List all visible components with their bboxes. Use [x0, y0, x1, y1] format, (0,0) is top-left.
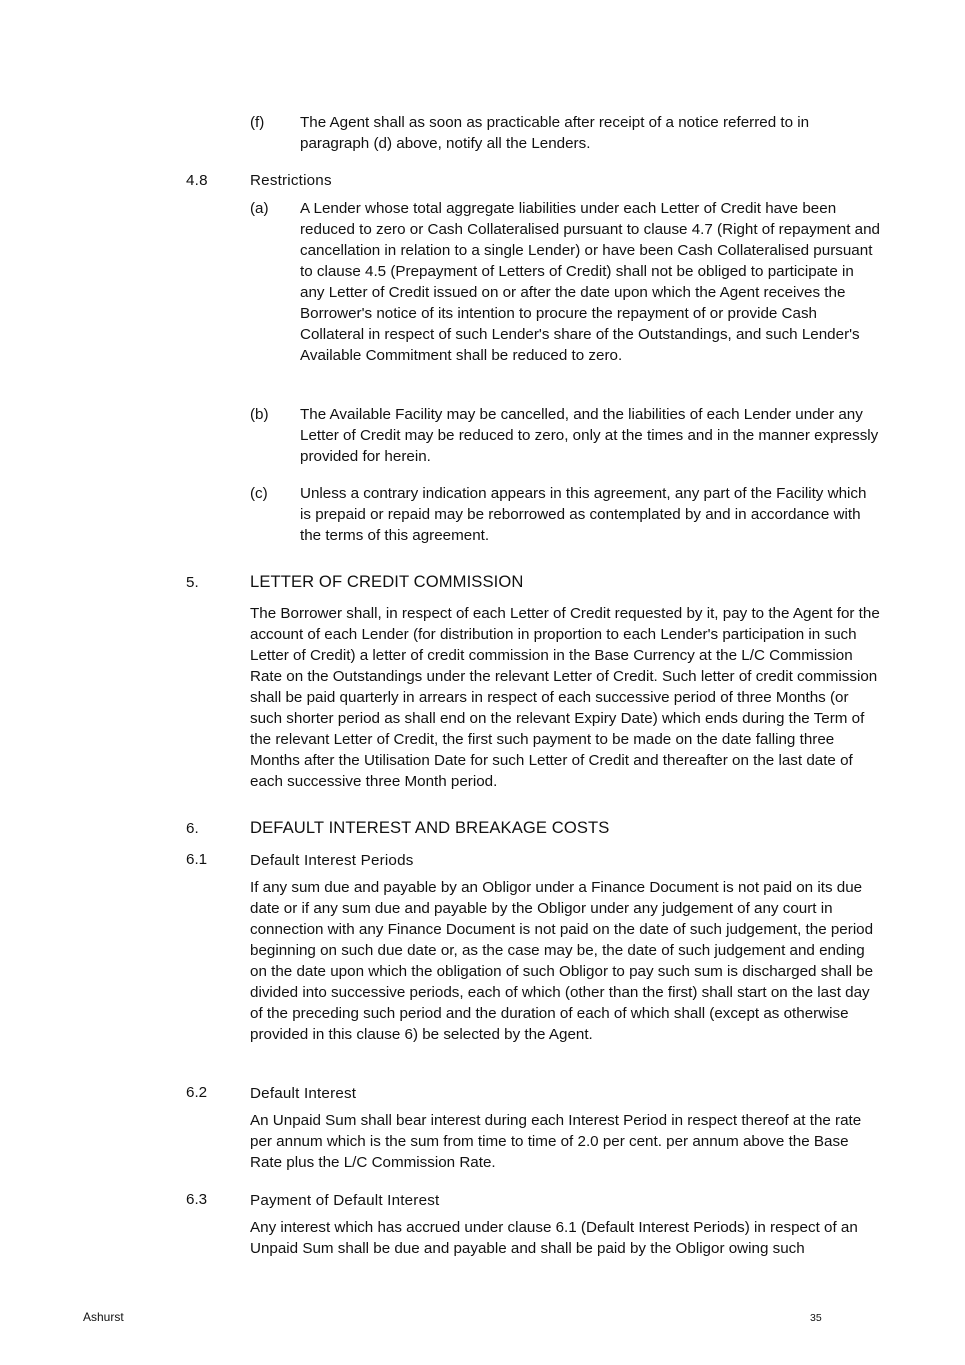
section-5-number: 5.	[186, 574, 199, 591]
para-label-b: (b)	[250, 406, 269, 423]
section-6-number: 6.	[186, 820, 199, 837]
section-5-text: The Borrower shall, in respect of each Letter of Credit requested by it, pay to the Agent for the account of each Lender (for distribution in proportion to each Lender's participation in such Letter of Credit) a letter of credit commission in the Base Currency at the L/C Commission Rate on the Outstandings under the relevant Letter of Credit. Such letter of credit commission shall be paid quarterly in arrears in respect of each successive period of three Months (or such shorter period as shall end on the relevant Expiry Date) which ends during the Term of the relevant Letter of Credit, the first such payment to be made on the date falling three Months after the Utilisation Date for such Letter of Credit and thereafter on the last date of each successive three Month period.	[250, 605, 880, 790]
para-b-text: The Available Facility may be cancelled, and the liabilities of each Lender under any Letter of Credit may be reduced to zero, only at the times and in the manner expressly provided for herein.	[300, 406, 879, 465]
section-4-8-title: Restrictions	[250, 172, 332, 189]
section-6-1-text: If any sum due and payable by an Obligor under a Finance Document is not paid on its due date or if any sum due and payable by the Obligor under any judgement of any court in connection with any Finance Document is not paid on the date of such judgement, the period beginning on such due date or, as the case may be, the date of such judgement and ending on the date upon which the obligation of such Obligor to pay such sum is discharged shall be divided into successive periods, each of which (other than the first) shall start on the last day of the preceding such period and the duration of each of which shall (except as otherwise provided in this clause 6) be selected by the Agent.	[250, 879, 874, 1043]
page-number: 35	[810, 1312, 822, 1324]
para-f-text: The Agent shall as soon as practicable after receipt of a notice referred to in paragraph (d) above, notify all the Lenders.	[300, 114, 810, 152]
section-6-title: DEFAULT INTEREST AND BREAKAGE COSTS	[250, 818, 610, 837]
footer-firm-name: Ashurst	[83, 1310, 124, 1324]
section-6-2-title: Default Interest	[250, 1085, 357, 1102]
section-6-2-number: 6.2	[186, 1084, 208, 1101]
para-label-a: (a)	[250, 200, 269, 217]
section-6-3-text: Any interest which has accrued under clause 6.1 (Default Interest Periods) in respect of an Unpaid Sum shall be due and payable and shall be paid by the Obligor owing such	[250, 1219, 858, 1257]
para-label-f: (f)	[250, 114, 265, 131]
section-6-1-number: 6.1	[186, 851, 208, 868]
section-5-title: LETTER OF CREDIT COMMISSION	[250, 572, 524, 591]
section-6-3-title: Payment of Default Interest	[250, 1192, 440, 1209]
section-6-1-title: Default Interest Periods	[250, 852, 414, 869]
para-c-text: Unless a contrary indication appears in this agreement, any part of the Facility which is prepaid or repaid may be reborrowed as contemplated by and in accordance with the terms of this agreement.	[300, 485, 867, 544]
para-label-c: (c)	[250, 485, 268, 502]
section-6-3-number: 6.3	[186, 1191, 208, 1208]
section-6-2-text: An Unpaid Sum shall bear interest during each Interest Period in respect thereof at the rate per annum which is the sum from time to time of 2.0 per cent. per annum above the Base Rate plus the L/C Commission Rate.	[250, 1112, 862, 1171]
para-a-text: A Lender whose total aggregate liabilities under each Letter of Credit have been reduced to zero or Cash Collateralised pursuant to clause 4.7 (Right of repayment and cancellation in relation to a single Lender) or have been Cash Collateralised pursuant to clause 4.5 (Prepayment of Letters of Credit) shall not be obliged to participate in any Letter of Credit issued on or after the date upon which the Agent receives the Borrower's notice of its intention to procure the repayment of or provide Cash Collateral in respect of such Lender's share of the Outstandings, and such Lender's Available Commitment shall be reduced to zero.	[300, 200, 880, 364]
section-4-8-number: 4.8	[186, 172, 208, 189]
